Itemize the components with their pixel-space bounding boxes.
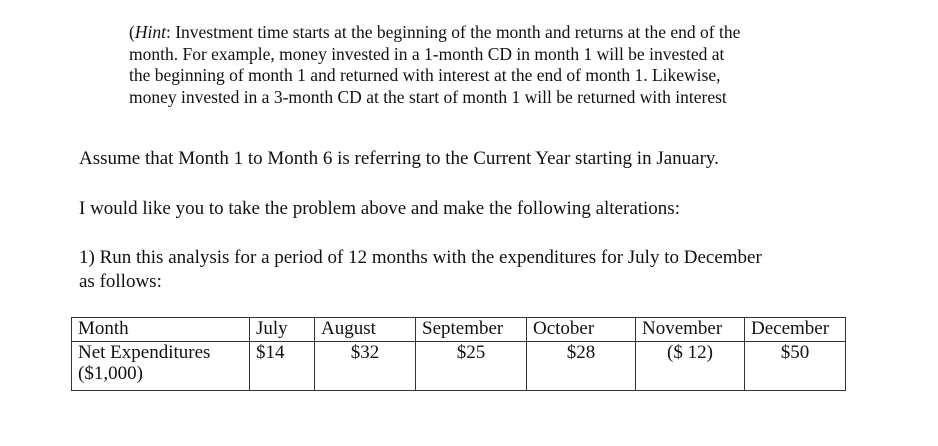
item1-line-1: 1) Run this analysis for a period of 12 months with the expenditures for July to December: [79, 247, 762, 268]
value-december: $50: [745, 342, 846, 391]
row-label-net-expenditures: [72, 342, 250, 391]
expenditures-table: [71, 317, 846, 391]
value-november: ($ 12): [636, 342, 745, 391]
hint-label: Hint: [134, 22, 166, 42]
item1-line-2: as follows:: [79, 271, 162, 292]
hint-paragraph: [129, 22, 849, 108]
header-december: December: [745, 318, 846, 342]
header-september: September: [416, 318, 527, 342]
value-october: $28: [527, 342, 636, 391]
hint-line-4: money invested in a 3-month CD at the start of month 1 will be returned with interest: [129, 86, 727, 107]
header-july: July: [250, 318, 315, 342]
header-august: August: [315, 318, 416, 342]
assume-paragraph: Assume that Month 1 to Month 6 is referring to the Current Year starting in January.: [79, 148, 719, 169]
row-label-line-2: ($1,000): [78, 363, 143, 384]
value-august: $32: [315, 342, 416, 391]
hint-line-1-text: : Investment time starts at the beginning of the month and returns at the end of the: [165, 22, 741, 42]
hint-line-2: month. For example, money invested in a 1-month CD in month 1 will be invested at: [129, 43, 725, 64]
hint-line-1: (Hint: Investment time starts at the beginning of the month and returns at the end of the: [129, 22, 741, 42]
row-label-line-1: Net Expenditures: [78, 342, 211, 363]
header-month-label: Month: [72, 318, 250, 342]
request-paragraph: I would like you to take the problem above and make the following alterations:: [79, 198, 680, 219]
header-november: November: [636, 318, 745, 342]
table-header-row: [72, 318, 846, 342]
table-row-net-expenditures: [72, 342, 846, 391]
hint-line-3: the beginning of month 1 and returned with interest at the end of month 1. Likewise,: [129, 65, 721, 85]
header-october: October: [527, 318, 636, 342]
value-july: $14: [250, 342, 315, 391]
value-september: $25: [416, 342, 527, 391]
